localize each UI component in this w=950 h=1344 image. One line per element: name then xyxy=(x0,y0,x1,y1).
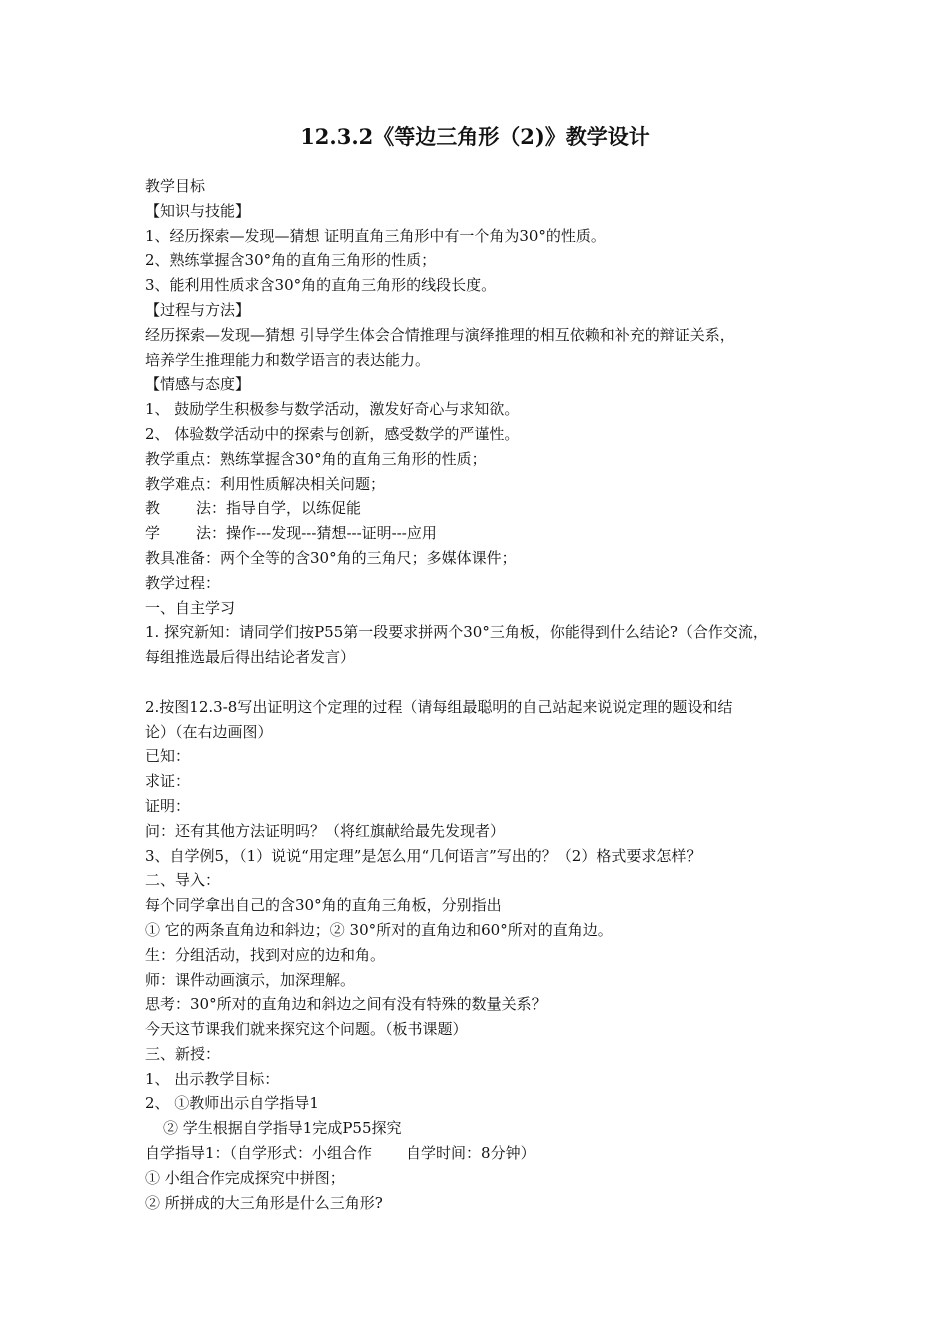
document-title: 12.3.2《等边三角形（2)》教学设计 xyxy=(300,124,650,149)
section3-item2b: ② 学生根据自学指导1完成P55探究 xyxy=(163,1119,402,1138)
section1-item3: 3、自学例5，（1）说说“用定理”是怎么用“几何语言”写出的？（2）格式要求怎样？ xyxy=(145,846,702,865)
process-method-text: 经历探索—发现—猜想 引导学生体会合情推理与演绎推理的相互依赖和补充的辩证关系， xyxy=(145,325,735,344)
guide-item: ① 小组合作完成探究中拼图； xyxy=(145,1168,345,1187)
emotion-item: 1、 鼓励学生积极参与数学活动，激发好奇心与求知欲。 xyxy=(145,400,520,419)
section1-item2: 2.按图12.3-8写出证明这个定理的过程（请每组最聪明的自己站起来说说定理的题设和结 xyxy=(145,697,733,716)
process-method-heading: 【过程与方法】 xyxy=(145,300,251,319)
section3-item1: 1、 出示教学目标： xyxy=(145,1069,280,1088)
document-body xyxy=(145,174,835,1215)
tools: 教具准备：两个全等的含30°角的三角尺；多媒体课件； xyxy=(145,548,517,567)
process-heading: 教学过程： xyxy=(145,573,221,592)
knowledge-item: 2、熟练掌握含30°角的直角三角形的性质； xyxy=(145,251,437,270)
section2-line: 师：课件动画演示，加深理解。 xyxy=(145,970,356,989)
section2-line: 思考：30°所对的直角边和斜边之间有没有特殊的数量关系？ xyxy=(145,995,547,1014)
section2-heading: 二、导入： xyxy=(145,871,221,890)
knowledge-item: 1、经历探索—发现—猜想 证明直角三角形中有一个角为30°的性质。 xyxy=(145,226,606,245)
knowledge-heading: 【知识与技能】 xyxy=(145,201,251,220)
guide-item: ② 所拼成的大三角形是什么三角形? xyxy=(145,1193,383,1212)
section1-item1: 每组推选最后得出结论者发言） xyxy=(145,648,356,667)
section2-line: ① 它的两条直角边和斜边；② 30°所对的直角边和60°所对的直角边。 xyxy=(145,920,613,939)
proof-label: 证明： xyxy=(145,796,191,815)
section1-item2: 论）（在右边画图） xyxy=(145,722,273,741)
prove-label: 求证： xyxy=(145,772,191,791)
difficulty: 教学难点：利用性质解决相关问题； xyxy=(145,474,386,493)
teaching-method xyxy=(145,496,835,521)
emotion-heading: 【情感与态度】 xyxy=(145,375,251,394)
section1-item1: 1. 探究新知：请同学们按P55第一段要求拼两个30°三角板，你能得到什么结论?（合作交流， xyxy=(145,623,768,642)
section2-line: 生：分组活动，找到对应的边和角。 xyxy=(145,945,386,964)
learning-method-text: ：操作---发现---猜想---证明---应用 xyxy=(211,524,437,543)
section2-line: 每个同学拿出自己的含30°角的直角三角板，分别指出 xyxy=(145,896,502,915)
teaching-method-char2: 法 xyxy=(196,499,212,518)
guide-time: 自学时间：8分钟） xyxy=(406,1144,536,1163)
key-point: 教学重点：熟练掌握含30°角的直角三角形的性质； xyxy=(145,449,487,468)
guide-form: 自学指导1：（自学形式：小组合作 xyxy=(145,1144,373,1163)
learning-method-char2: 法 xyxy=(196,524,212,543)
section1-heading: 一、自主学习 xyxy=(145,598,236,617)
given-label: 已知： xyxy=(145,747,191,766)
teaching-method-text: ：指导自学，以练促能 xyxy=(211,499,362,518)
section3-item2a: 2、 ①教师出示自学指导1 xyxy=(145,1094,319,1113)
self-study-guide xyxy=(145,1141,835,1166)
emotion-item: 2、 体验数学活动中的探索与创新，感受数学的严谨性。 xyxy=(145,424,520,443)
section3-heading: 三、新授： xyxy=(145,1044,221,1063)
teaching-method-char1: 教 xyxy=(145,499,161,518)
process-method-text: 培养学生推理能力和数学语言的表达能力。 xyxy=(145,350,431,369)
blank-line xyxy=(145,670,835,695)
learning-method-char1: 学 xyxy=(145,524,161,543)
section2-line: 今天这节课我们就来探究这个问题。（板书课题） xyxy=(145,1020,468,1039)
objectives-heading: 教学目标 xyxy=(145,177,206,195)
knowledge-item: 3、能利用性质求含30°角的直角三角形的线段长度。 xyxy=(145,276,497,295)
question-line: 问：还有其他方法证明吗？（将红旗献给最先发现者） xyxy=(145,821,506,840)
learning-method xyxy=(145,521,835,546)
